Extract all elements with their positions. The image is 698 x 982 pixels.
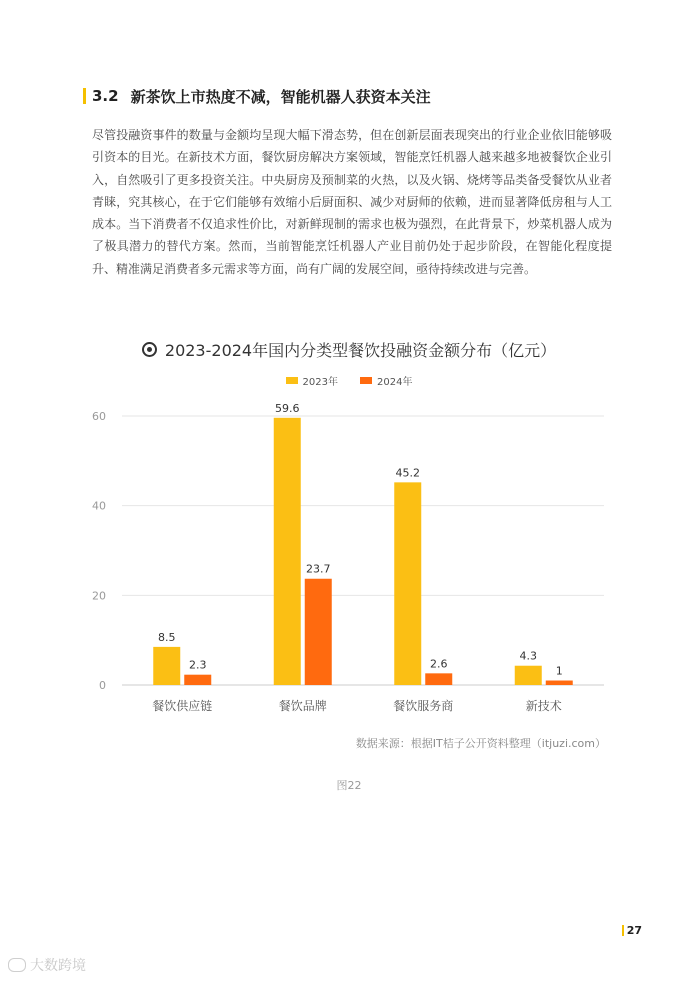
data-source: 数据来源：根据IT桔子公开资料整理（itjuzi.com） bbox=[355, 737, 606, 750]
y-tick-label: 0 bbox=[99, 679, 106, 692]
data-label: 4.3 bbox=[519, 649, 537, 663]
watermark-text: 大数跨境 bbox=[30, 958, 86, 974]
chart-title: 2023-2024年国内分类型餐饮投融资金额分布（亿元） bbox=[164, 341, 557, 360]
bar-2024 bbox=[425, 673, 452, 685]
bar-2023 bbox=[274, 418, 301, 685]
bar-2024 bbox=[184, 675, 211, 685]
page-number bbox=[622, 924, 642, 937]
bar-2023 bbox=[153, 647, 180, 685]
x-tick-label: 新技术 bbox=[525, 699, 562, 713]
data-label: 59.6 bbox=[275, 401, 300, 415]
y-tick-label: 60 bbox=[92, 410, 106, 423]
body-paragraph: 尽管投融资事件的数量与金额均呈现大幅下滑态势，但在创新层面表现突出的行业企业依旧能够吸引资本的目光。在新技术方面，餐饮厨房解决方案领域，智能烹饪机器人越来越多地被餐饮企业引入，自然吸引了更多投资关注。中央厨房及预制菜的火热，以及火锅、烧烤等品类备受餐饮从业者青睐，究其核心，在于它们能够有效缩小后厨面积、减少对厨师的依赖，进而显著降低房租与人工成本。当下消费者不仅追求性价比，对新鲜现制的需求也极为强烈，在此背景下，炒菜机器人成为了极具潜力的替代方案。然而，当前智能烹饪机器人产业目前仍处于起步阶段，在智能化程度提升、精准满足消费者多元需求等方面，尚有广阔的发展空间，亟待持续改进与完善。 bbox=[92, 128, 612, 276]
data-label: 2.3 bbox=[189, 658, 207, 672]
legend-label-2023: 2023年 bbox=[302, 377, 338, 388]
y-tick-label: 40 bbox=[92, 499, 106, 513]
section-title: 新茶饮上市热度不减，智能机器人获资本关注 bbox=[130, 87, 431, 106]
bar-2023 bbox=[515, 666, 542, 685]
y-tick-label: 20 bbox=[92, 589, 106, 603]
bar-2023 bbox=[394, 482, 421, 685]
data-label: 2.6 bbox=[430, 657, 448, 671]
figure-label: 图22 bbox=[336, 779, 362, 792]
x-tick-label: 餐饮品牌 bbox=[278, 699, 327, 713]
data-label: 1 bbox=[555, 664, 563, 678]
x-tick-label: 餐饮服务商 bbox=[393, 699, 454, 713]
data-label: 8.5 bbox=[158, 630, 176, 644]
section-number: 3.2 bbox=[92, 87, 119, 105]
bar-2024 bbox=[546, 681, 573, 685]
watermark-logo-icon bbox=[8, 958, 26, 972]
legend-label-2024: 2024年 bbox=[377, 377, 413, 388]
watermark bbox=[8, 955, 86, 975]
page-number-accent bbox=[622, 925, 624, 936]
x-tick-label: 餐饮供应链 bbox=[152, 699, 213, 713]
data-label: 23.7 bbox=[306, 562, 331, 576]
data-label: 45.2 bbox=[395, 466, 420, 480]
page-number-text: 27 bbox=[626, 924, 642, 937]
bar-2024 bbox=[305, 579, 332, 685]
